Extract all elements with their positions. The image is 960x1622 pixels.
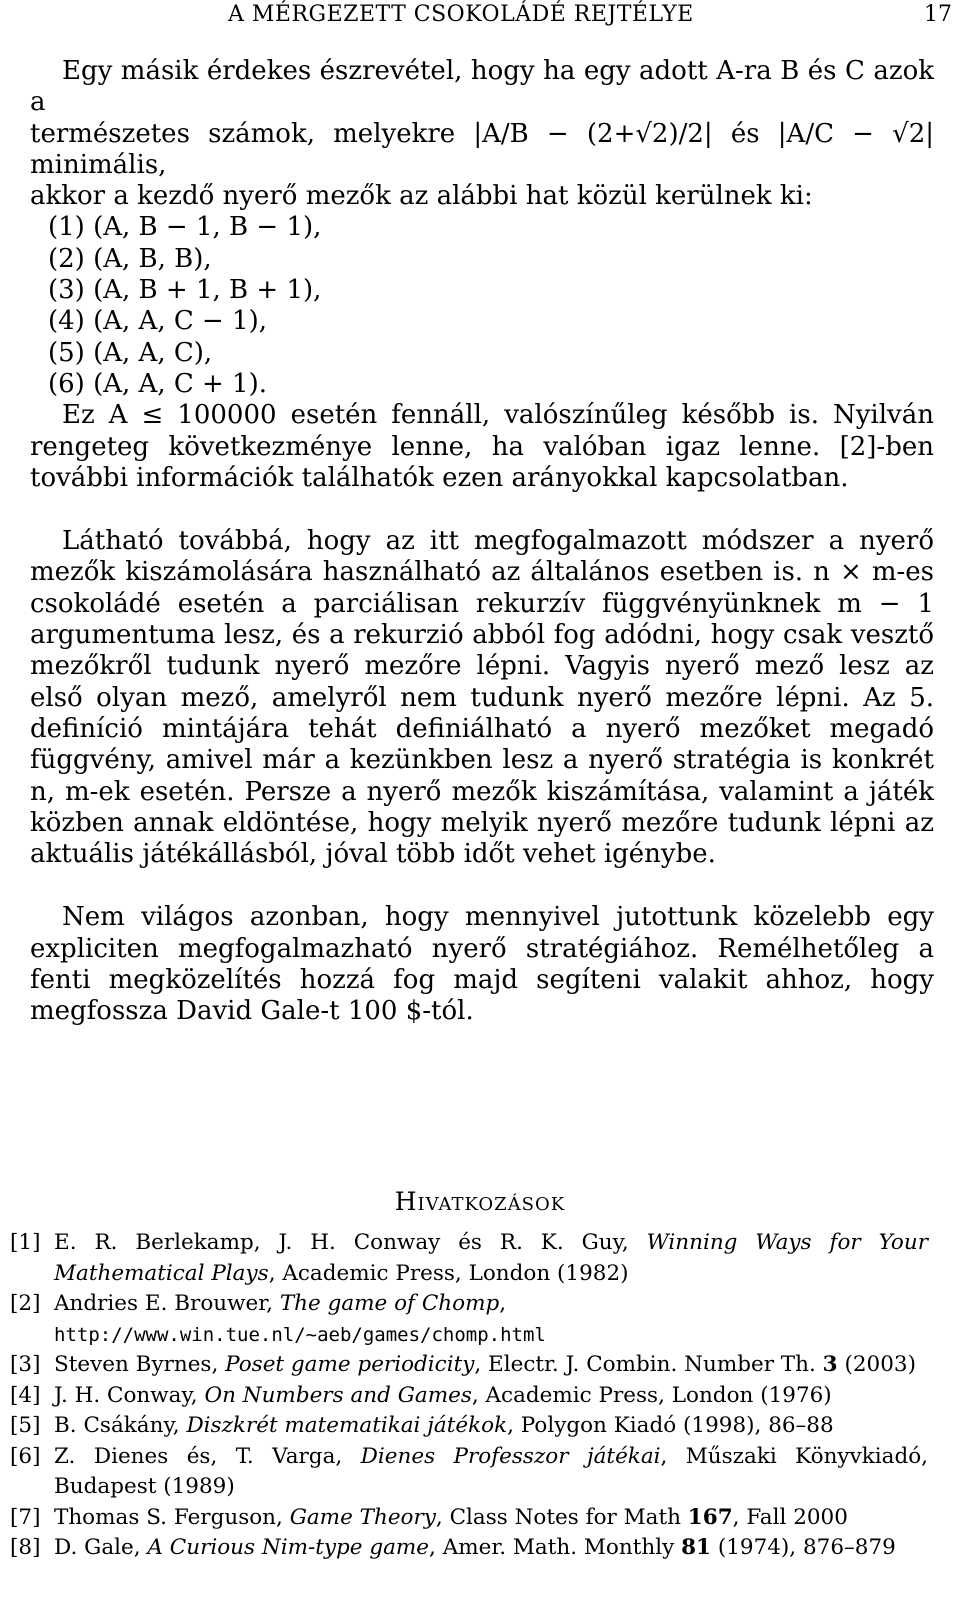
paragraph-1-line-2: természetes számok, melyekre |A/B − (2+√2)/2| és |A/C − √2| minimális, [30, 118, 934, 180]
case-item: (5) (A, A, C), [48, 337, 213, 368]
reference-item [10, 1411, 928, 1442]
reference-title: On Numbers and Games [204, 1382, 472, 1408]
reference-authors: J. H. Conway, [54, 1382, 205, 1408]
reference-authors: D. Gale, [54, 1535, 148, 1560]
reference-url: http://www.win.tue.nl/~aeb/games/chomp.html [54, 1323, 546, 1346]
reference-item [10, 1381, 928, 1412]
reference-authors: B. Csákány, [54, 1413, 187, 1438]
reference-authors: Thomas S. Ferguson, [54, 1504, 290, 1530]
reference-authors: Steven Byrnes, [54, 1352, 226, 1377]
reference-title: A Curious Nim-type game [147, 1535, 430, 1560]
page-number: 17 [924, 2, 952, 27]
reference-number: [2] [10, 1291, 41, 1316]
reference-title: Diszkrét matematikai játékok [186, 1413, 508, 1438]
reference-authors: Andries E. Brouwer, [54, 1291, 280, 1316]
reference-number: [1] [10, 1230, 41, 1255]
reference-number: [8] [10, 1535, 41, 1560]
reference-title: Dienes Professzor játékai [360, 1443, 661, 1469]
reference-title: The game of Chomp [279, 1291, 500, 1316]
running-header [0, 0, 960, 36]
reference-number: [3] [10, 1352, 41, 1377]
case-item: (6) (A, A, C + 1). [48, 368, 268, 399]
case-item: (3) (A, B + 1, B + 1), [48, 275, 322, 306]
running-title: A MÉRGEZETT CSOKOLÁDÉ REJTÉLYE [228, 2, 694, 27]
reference-publisher: , Class Notes for Math [435, 1504, 688, 1530]
references-list [10, 1228, 928, 1564]
reference-year: (1974), 876–879 [710, 1535, 896, 1560]
paragraph-3: Látható továbbá, hogy az itt megfogalmazott módszer a nyerő mezők kiszámolására használható az általános esetben is. n × m-es csokoládé esetén a parciálisan rekurzív függvényünknek m − 1 argumentuma lesz, és a rekurzió abból fog adódni, hogy csak vesztő mezőkről tudunk nyerő mezőre lépni. Vagyis nyerő mező lesz az első olyan mező, amelyről nem tudunk nyerő mezőre lépni. Az 5. definíció mintájára tehát definiálható a nyerő mezőket megadó függvény, amivel már a kezünkben lesz a nyerő stratégia is konkrét n, m-ek esetén. Persze a nyerő mezők kiszámítása, valamint a játék közben annak eldöntése, hogy melyik nyerő mezőre tudunk lépni az aktuális játékállásból, jóval több időt vehet igénybe. [30, 526, 934, 870]
reference-volume: 167 [687, 1504, 733, 1530]
reference-publisher: , [499, 1291, 507, 1316]
reference-item [10, 1228, 928, 1289]
body-text [30, 56, 934, 1028]
reference-number: [6] [10, 1443, 41, 1469]
reference-number: [7] [10, 1504, 41, 1530]
case-item: (1) (A, B − 1, B − 1), [48, 212, 322, 243]
reference-volume: 81 [681, 1535, 711, 1560]
reference-publisher: , Academic Press, London (1982) [268, 1260, 629, 1286]
reference-item [10, 1442, 928, 1503]
reference-journal: , Electr. J. Combin. Number Th. [474, 1352, 823, 1377]
reference-year: , Fall 2000 [732, 1504, 848, 1530]
reference-volume: 3 [822, 1352, 838, 1377]
reference-title: Winning Ways for Your Mathematical Plays [54, 1230, 928, 1286]
reference-authors: Z. Dienes és, T. Varga, [54, 1443, 361, 1469]
reference-title: Poset game periodicity [225, 1352, 475, 1377]
references-heading: Hivatkozások [394, 1187, 566, 1216]
paragraph-1-line-1: Egy másik érdekes észrevétel, hogy ha egy adott A-ra B és C azok a [30, 56, 934, 118]
reference-item [10, 1533, 928, 1564]
reference-year: (2003) [837, 1352, 916, 1377]
reference-title: Game Theory [289, 1504, 436, 1530]
paragraph-1-line-3: akkor a kezdő nyerő mezők az alábbi hat közül kerülnek ki: [30, 181, 813, 212]
reference-publisher: , Polygon Kiadó (1998), 86–88 [507, 1413, 834, 1438]
reference-authors: E. R. Berlekamp, J. H. Conway és R. K. Guy, [54, 1230, 647, 1255]
reference-number: [5] [10, 1413, 41, 1438]
reference-journal: , Amer. Math. Monthly [429, 1535, 682, 1560]
case-item: (2) (A, B, B), [48, 243, 212, 274]
reference-item [10, 1503, 928, 1534]
reference-publisher: , Academic Press, London (1976) [471, 1382, 832, 1408]
paragraph-4: Nem világos azonban, hogy mennyivel jutottunk közelebb egy expliciten megfogalmazható nyerő stratégiához. Remélhetőleg a fenti megközelítés hozzá fog majd segíteni valakit ahhoz, hogy megfossza David Gale-t 100 $-tól. [30, 902, 934, 1027]
cases-list [30, 212, 934, 400]
paragraph-2: Ez A ≤ 100000 esetén fennáll, valószínűleg később is. Nyilván rengeteg következménye lenne, ha valóban igaz lenne. [2]-ben további információk találhatók ezen arányokkal kapcsolatban. [30, 400, 934, 493]
reference-item [10, 1289, 928, 1350]
case-item: (4) (A, A, C − 1), [48, 306, 268, 337]
reference-number: [4] [10, 1382, 41, 1408]
reference-item [10, 1350, 928, 1381]
reference-publisher: , Műszaki Könyvkiadó, Budapest (1989) [54, 1443, 928, 1499]
